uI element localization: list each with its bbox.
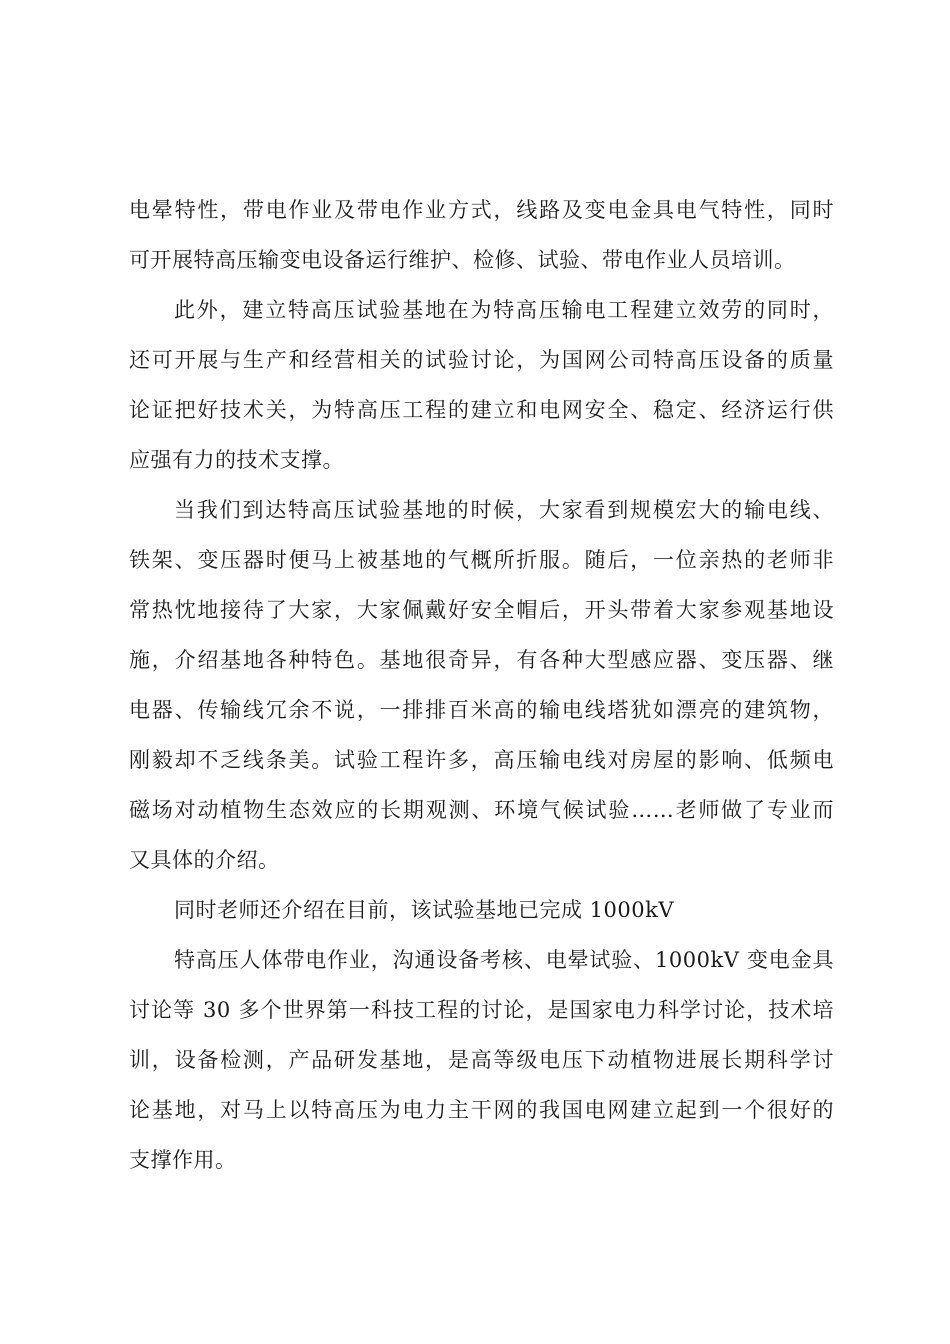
paragraph-3-line-8: 又具体的介绍。: [129, 848, 280, 872]
body-text: [129, 185, 834, 1185]
paragraph-5-line-2: 讨论等 30 多个世界第一科技工程的讨论，是国家电力科学讨论，技术培: [129, 998, 834, 1022]
paragraph-3-line-6: 刚毅却不乏线条美。试验工程许多，高压输电线对房屋的影响、低频电: [129, 748, 834, 772]
paragraph-5-line-5: 支撑作用。: [129, 1148, 237, 1172]
paragraph-3-line-7: 磁场对动植物生态效应的长期观测、环境气候试验……老师做了专业而: [129, 798, 834, 822]
paragraph-2-line-2: 还可开展与生产和经营相关的试验讨论，为国网公司特高压设备的质量: [129, 348, 834, 372]
paragraph-5-line-3: 训，设备检测，产品研发基地，是高等级电压下动植物进展长期科学讨: [129, 1048, 834, 1072]
paragraph-3-line-1: 当我们到达特高压试验基地的时候，大家看到规模宏大的输电线、: [174, 498, 834, 522]
paragraph-2-line-1: 此外，建立特高压试验基地在为特高压输电工程建立效劳的同时，: [174, 298, 834, 322]
paragraph-1-line-2: 可开展特高压输变电设备运行维护、检修、试验、带电作业人员培训。: [129, 248, 796, 272]
paragraph-3-line-2: 铁架、变压器时便马上被基地的气概所折服。随后，一位亲热的老师非: [129, 548, 834, 572]
paragraph-1-line-1: 电晕特性，带电作业及带电作业方式，线路及变电金具电气特性，同时: [129, 198, 834, 222]
paragraph-5-line-1: 特高压人体带电作业，沟通设备考核、电晕试验、1000kV 变电金具: [174, 948, 834, 972]
paragraph-2-line-3: 论证把好技术关，为特高压工程的建立和电网安全、稳定、经济运行供: [129, 398, 834, 422]
paragraph-3-line-5: 电器、传输线冗余不说，一排排百米高的输电线塔犹如漂亮的建筑物，: [129, 698, 834, 722]
paragraph-3-line-4: 施，介绍基地各种特色。基地很奇异，有各种大型感应器、变压器、继: [129, 648, 834, 672]
paragraph-2-line-4: 应强有力的技术支撑。: [129, 448, 344, 472]
paragraph-5-line-4: 论基地，对马上以特高压为电力主干网的我国电网建立起到一个很好的: [129, 1098, 834, 1122]
paragraph-3-line-3: 常热忱地接待了大家，大家佩戴好安全帽后，开头带着大家参观基地设: [129, 598, 834, 622]
paragraph-4-line-1: 同时老师还介绍在目前，该试验基地已完成 1000kV: [174, 898, 675, 922]
